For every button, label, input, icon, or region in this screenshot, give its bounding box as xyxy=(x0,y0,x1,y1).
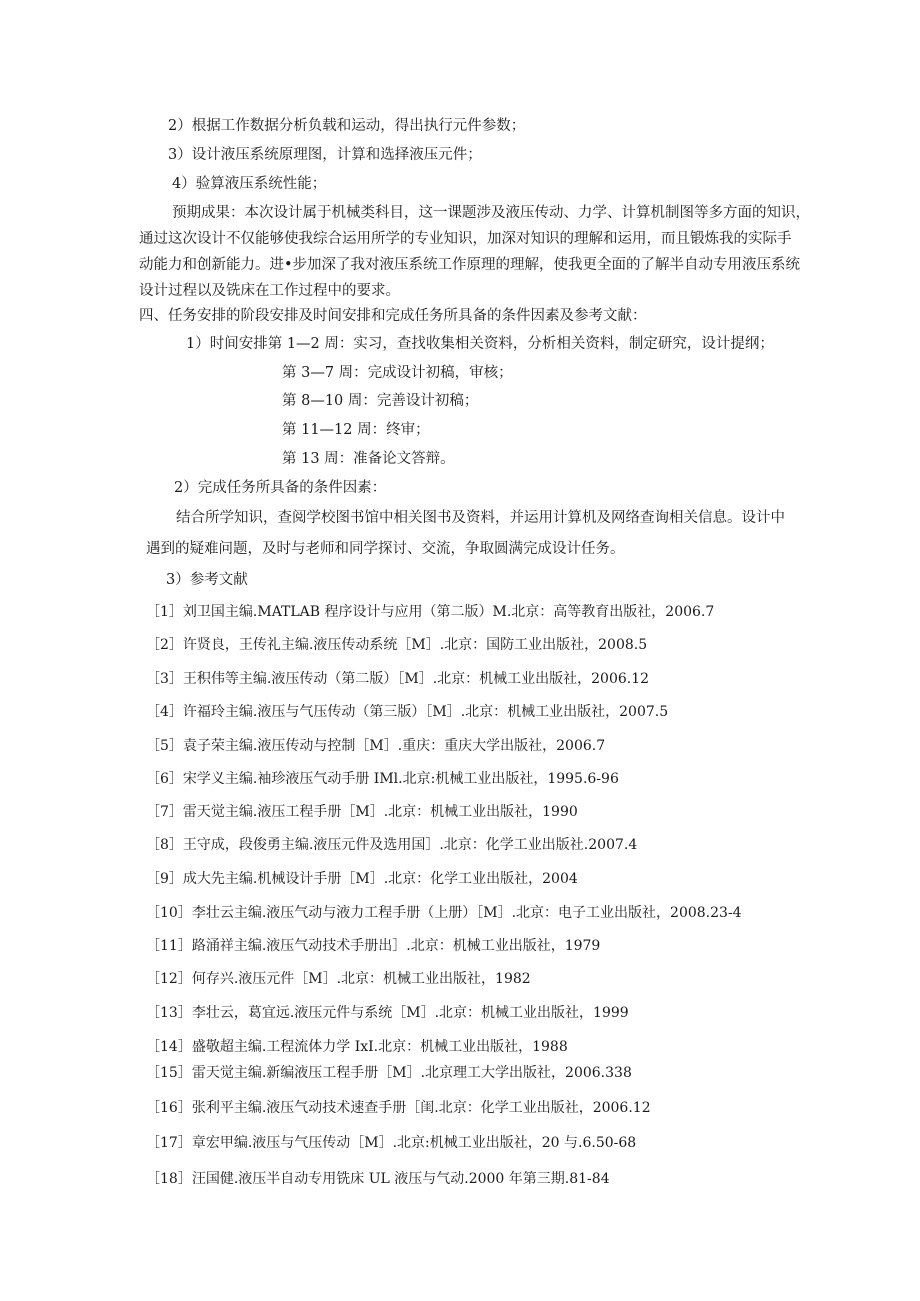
reference-item: ［17］章宏甲编.液压与气压传动［M］.北京:机械工业出版社，20 与.6.50-68 xyxy=(146,1135,637,1151)
reference-item: ［3］王积伟等主编.液压传动（第二版）［M］.北京：机械工业出版社，2006.12 xyxy=(146,671,650,687)
reference-item: ［12］何存兴.液压元件［M］.北京：机械工业出版社，1982 xyxy=(146,971,531,987)
references-title: 3）参考文献 xyxy=(166,572,248,588)
reference-item: ［4］许福玲主编.液压与气压传动（第三版）［M］.北京：机械工业出版社，2007.5 xyxy=(146,704,669,720)
expected-results-line-3: 动能力和创新能力。进•步加深了我对液压系统工作原理的理解，使我更全面的了解半自动专用液压系统 xyxy=(139,257,801,273)
reference-item: ［14］盛敬超主编.工程流体力学 IxI.北京：机械工业出版社，1988 xyxy=(146,1039,568,1055)
reference-item: ［8］王守成，段俊勇主编.液压元件及选用国］.北京：化学工业出版社.2007.4 xyxy=(146,837,638,853)
step-4: 4）验算液压系统性能； xyxy=(172,176,327,192)
reference-item: ［18］汪国健.液压半自动专用铣床 UL 液压与气动.2000 年第三期.81-84 xyxy=(146,1171,610,1187)
step-3: 3）设计液压系统原理图，计算和选择液压元件； xyxy=(168,147,482,163)
expected-results-line-2: 通过这次设计不仅能够使我综合运用所学的专业知识，加深对知识的理解和运用，而且锻炼我的实际手 xyxy=(139,231,792,247)
conditions-line-1: 结合所学知识，查阅学校图书馆中相关图书及资料，并运用计算机及网络查询相关信息。设计中 xyxy=(176,510,785,526)
section-4-heading: 四、任务安排的阶段安排及时间安排和完成任务所具备的条件因素及参考文献： xyxy=(139,308,647,324)
reference-item: ［5］袁子荣主编.液压传动与控制［M］.重庆：重庆大学出版社，2006.7 xyxy=(146,738,606,754)
reference-item: ［10］李壮云主编.液压气动与液力工程手册（上册）［M］.北京：电子工业出版社，2008.23-4 xyxy=(146,905,742,921)
reference-item: ［13］李壮云，葛宜远.液压元件与系统［M］.北京：机械工业出版社，1999 xyxy=(146,1005,629,1021)
conditions-line-2: 遇到的疑难问题，及时与老师和同学探讨、交流，争取圆满完成设计任务。 xyxy=(146,541,625,557)
reference-item: ［2］许贤良，王传礼主编.液压传动系统［M］.北京：国防工业出版社，2008.5 xyxy=(146,637,648,653)
reference-item: ［9］成大先主编.机械设计手册［M］.北京：化学工业出版社，2004 xyxy=(146,871,578,887)
schedule-item: 第 11—12 周：终审； xyxy=(282,422,430,438)
expected-results-line-4: 设计过程以及铣床在工作过程中的要求。 xyxy=(139,283,400,299)
expected-results-line-1: 预期成果：本次设计属于机械类科目，这一课题涉及液压传动、力学、计算机制图等多方面的知识， xyxy=(172,205,810,221)
step-2: 2）根据工作数据分析负载和运动，得出执行元件参数； xyxy=(168,118,526,134)
schedule-item: 第 13 周：准备论文答辩。 xyxy=(282,451,455,467)
reference-item: ［15］雷天觉主编.新编液压工程手册［M］.北京理工大学出版社，2006.338 xyxy=(146,1065,632,1081)
reference-item: ［6］宋学义主编.袖珍液压气动手册 IMl.北京:机械工业出版社，1995.6-96 xyxy=(146,771,619,787)
schedule-item: 第 3—7 周：完成设计初稿，审核； xyxy=(282,365,513,381)
conditions-title: 2）完成任务所具备的条件因素： xyxy=(174,480,387,496)
reference-item: ［16］张利平主编.液压气动技术速查手册［闺.北京：化学工业出版社，2006.12 xyxy=(146,1100,651,1116)
schedule-item: 第 8—10 周：完善设计初稿； xyxy=(282,393,479,409)
reference-item: ［11］路涌祥主编.液压气动技术手册出］.北京：机械工业出版社，1979 xyxy=(146,938,601,954)
schedule-title: 1）时间安排第 1—2 周：实习，查找收集相关资料，分析相关资料，制定研究，设计提纲； xyxy=(186,336,774,352)
reference-item: ［1］刘卫国主编.MATLAB 程序设计与应用（第二版）M.北京：高等教育出版社，2006.7 xyxy=(146,604,715,620)
reference-item: ［7］雷天觉主编.液压工程手册［M］.北京：机械工业出版社，1990 xyxy=(146,804,578,820)
